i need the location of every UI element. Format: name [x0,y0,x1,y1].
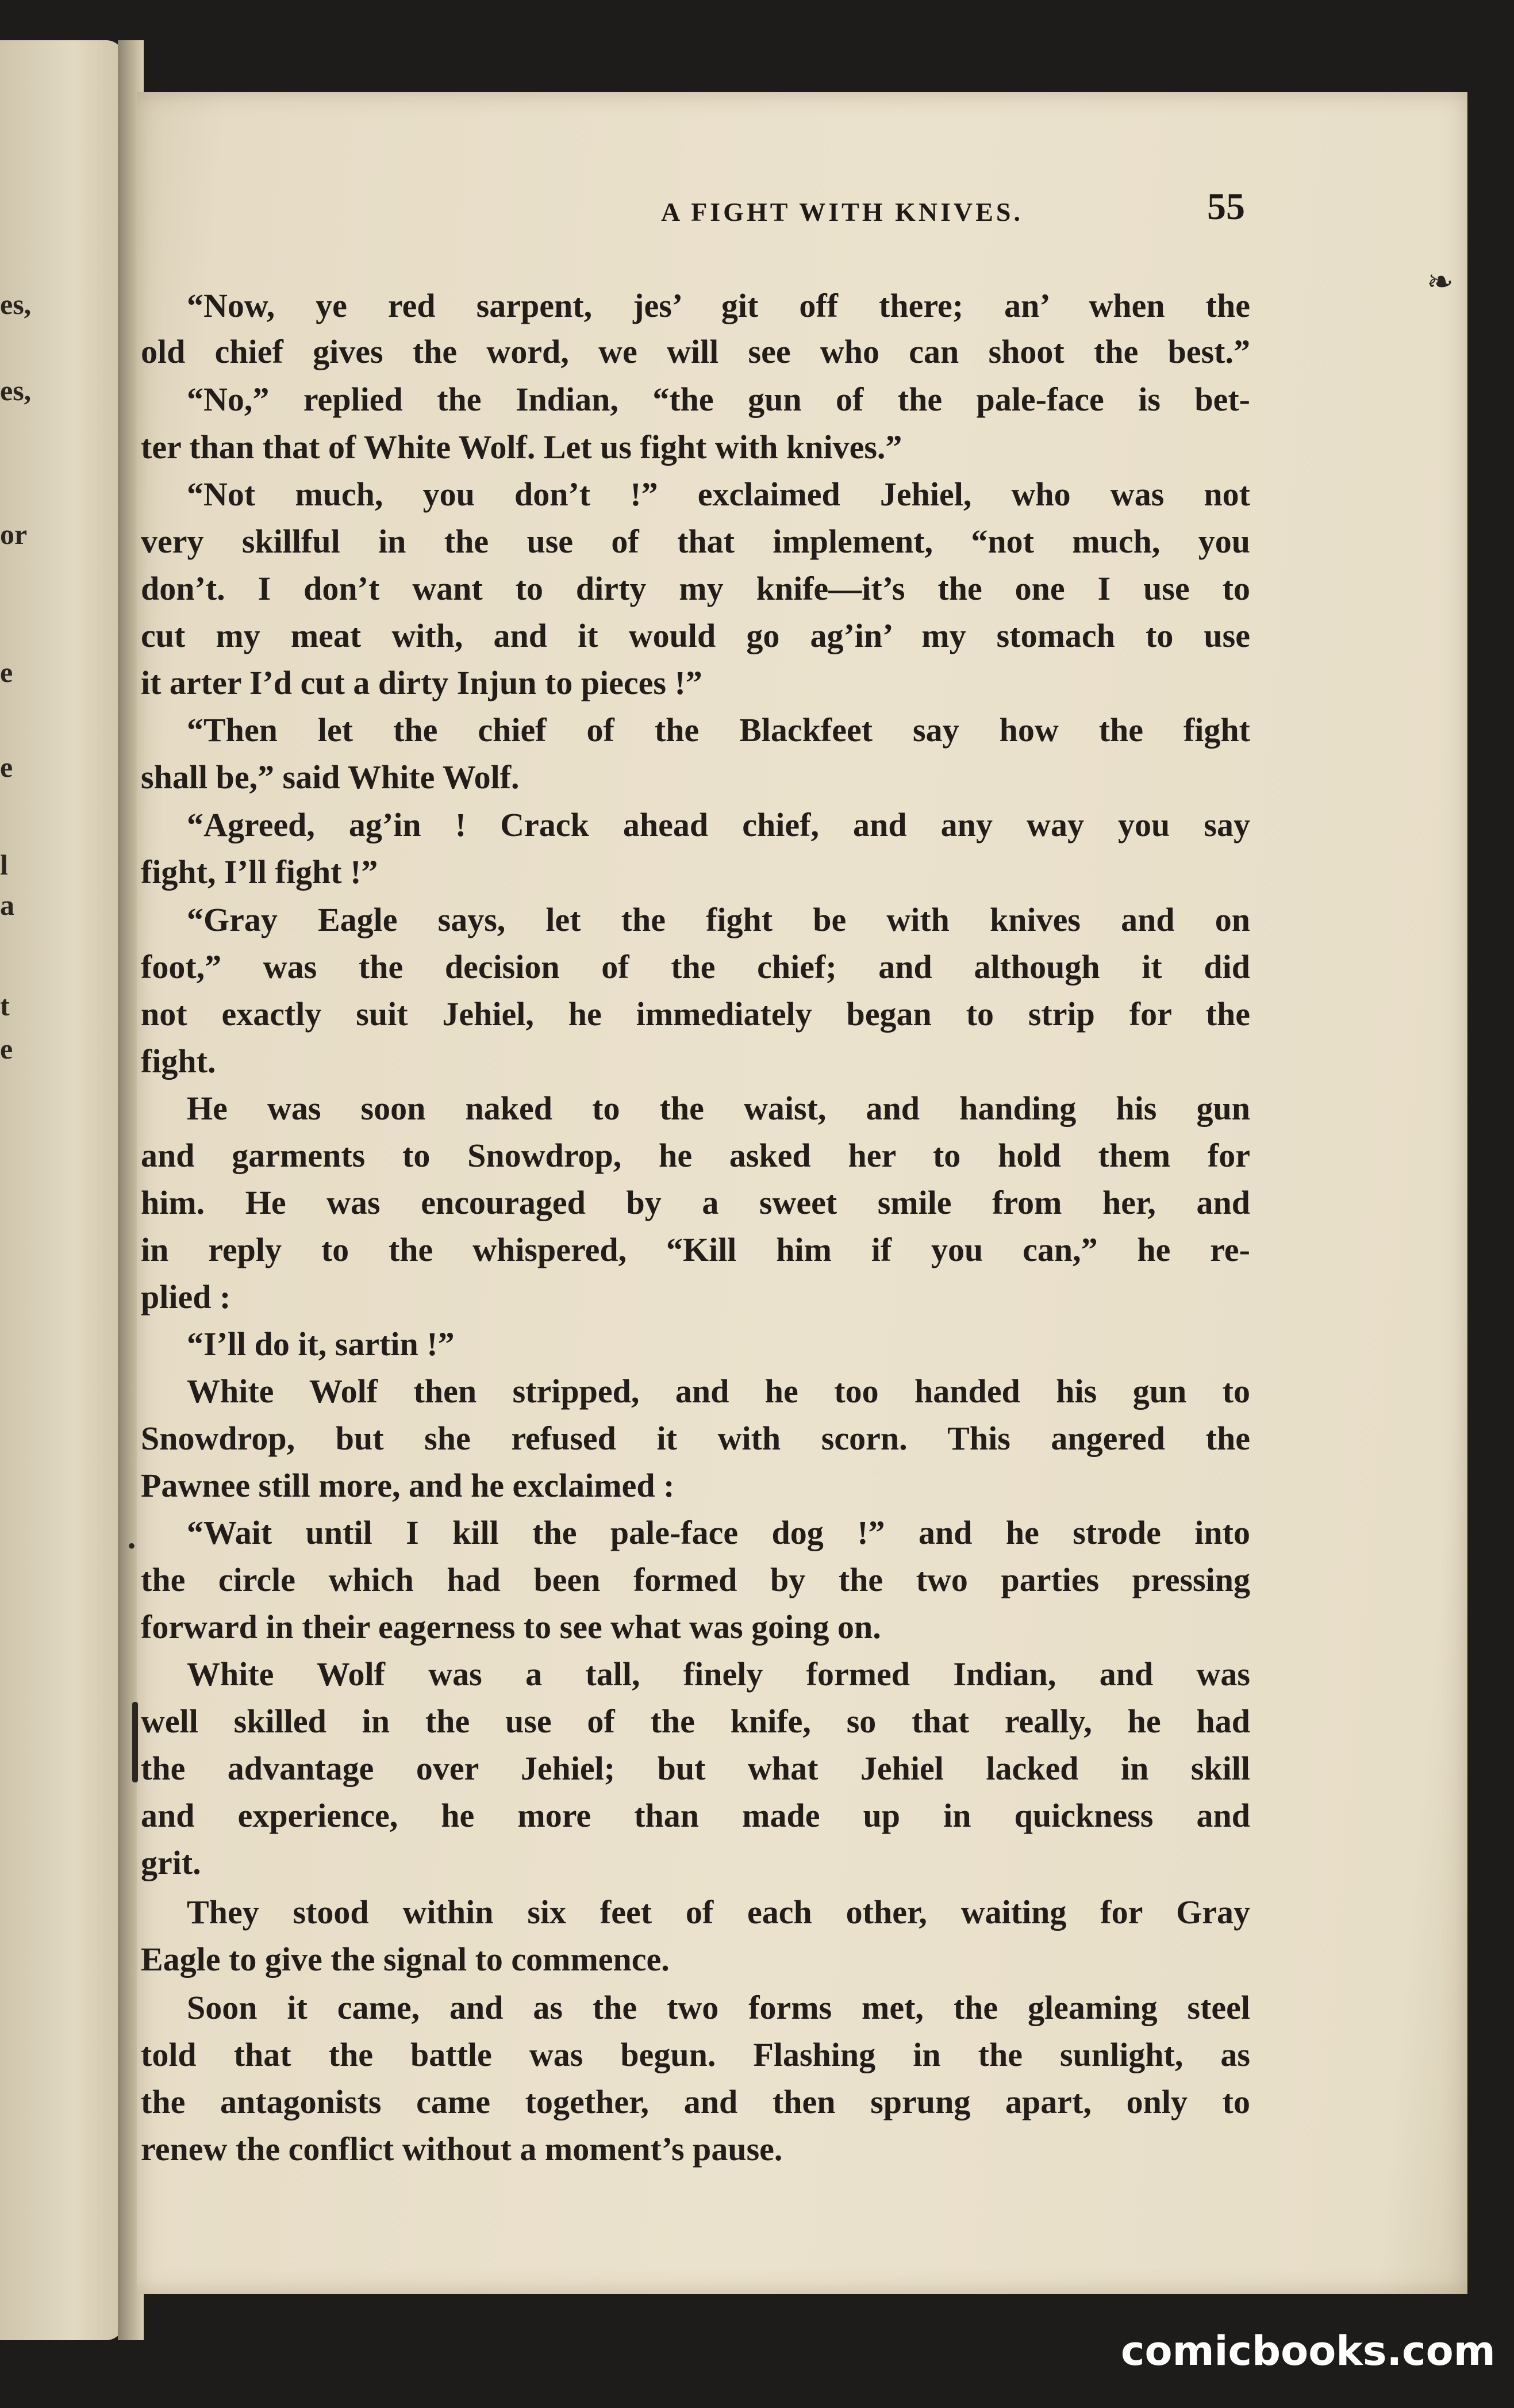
margin-mark-icon: ❧ [1427,264,1454,300]
pencil-margin-mark [132,1702,138,1782]
text-line: grit. [141,1844,201,1881]
text-line: fight, I’ll fight !” [141,853,378,891]
text-line: Eagle to give the signal to commence. [141,1941,670,1978]
text-line: in reply to the whispered, “Kill him if you can,” he re- [141,1231,1250,1268]
text-line: renew the conflict without a moment’s pause. [141,2130,783,2168]
left-fragment-8: t [0,990,10,1022]
text-line: White Wolf then stripped, and he too handed his gun to [187,1372,1250,1410]
text-line: and garments to Snowdrop, he asked her to hold them for [141,1137,1250,1174]
text-line: “Agreed, ag’in ! Crack ahead chief, and any way you say [187,806,1250,843]
text-line: and experience, he more than made up in quickness and [141,1797,1250,1834]
text-line: “I’ll do it, sartin !” [187,1325,455,1363]
bullet-mark-icon: • [128,1533,136,1559]
left-fragment-4: e [0,656,13,688]
text-line: He was soon naked to the waist, and handing his gun [187,1090,1250,1127]
text-line: “Wait until I kill the pale-face dog !” and he strode into [187,1514,1250,1551]
text-line: it arter I’d cut a dirty Injun to pieces !” [141,664,702,701]
left-fragment-9: e [0,1033,13,1065]
left-fragment-5: e [0,751,13,783]
watermark: comicbooks.com [1121,2328,1496,2375]
text-line: the advantage over Jehiel; but what Jehiel lacked in skill [141,1750,1250,1787]
text-line: not exactly suit Jehiel, he immediately began to strip for the [141,995,1250,1033]
text-line: shall be,” said White Wolf. [141,758,520,796]
text-line: Pawnee still more, and he exclaimed : [141,1467,675,1504]
text-line: plied : [141,1278,231,1316]
text-line: White Wolf was a tall, finely formed Indian, and was [187,1655,1250,1693]
text-line: him. He was encouraged by a sweet smile from her, and [141,1184,1250,1221]
text-line: very skillful in the use of that implement, “not much, you [141,523,1250,560]
text-line: “Then let the chief of the Blackfeet say how the fight [187,711,1250,749]
text-line: “No,” replied the Indian, “the gun of the pale-face is bet- [187,381,1250,418]
left-fragment-2: es, [0,374,32,407]
left-fragment-1: es, [0,288,32,320]
text-line: Soon it came, and as the two forms met, the gleaming steel [187,1989,1250,2026]
text-line: old chief gives the word, we will see who can shoot the best.” [141,333,1250,370]
running-head: A FIGHT WITH KNIVES. [660,197,1023,227]
text-line: foot,” was the decision of the chief; and although it did [141,948,1250,986]
text-line: the antagonists came together, and then sprung apart, only to [141,2083,1250,2121]
text-line: fight. [141,1042,216,1080]
text-line: “Gray Eagle says, let the fight be with knives and on [187,901,1250,938]
text-line: They stood within six feet of each other, waiting for Gray [187,1893,1250,1931]
left-fragment-3: or [0,518,28,550]
text-line: “Not much, you don’t !” exclaimed Jehiel, who was not [187,476,1250,513]
text-line: cut my meat with, and it would go ag’in’ my stomach to use [141,617,1250,654]
text-line: “Now, ye red sarpent, jes’ git off there; an’ when the [187,287,1250,324]
left-fragment-6: l [0,849,8,881]
text-line: don’t. I don’t want to dirty my knife—it’s the one I use to [141,570,1250,607]
text-line: ter than that of White Wolf. Let us fight with knives.” [141,428,902,466]
text-line: Snowdrop, but she refused it with scorn. This angered the [141,1420,1250,1457]
text-line: the circle which had been formed by the two parties pressing [141,1561,1250,1598]
text-line: told that the battle was begun. Flashing in the sunlight, as [141,2036,1250,2073]
text-line: well skilled in the use of the knife, so that really, he had [141,1703,1250,1740]
text-line: forward in their eagerness to see what was going on. [141,1608,881,1646]
left-fragment-7: a [0,889,14,921]
page-number: 55 [1207,186,1245,228]
